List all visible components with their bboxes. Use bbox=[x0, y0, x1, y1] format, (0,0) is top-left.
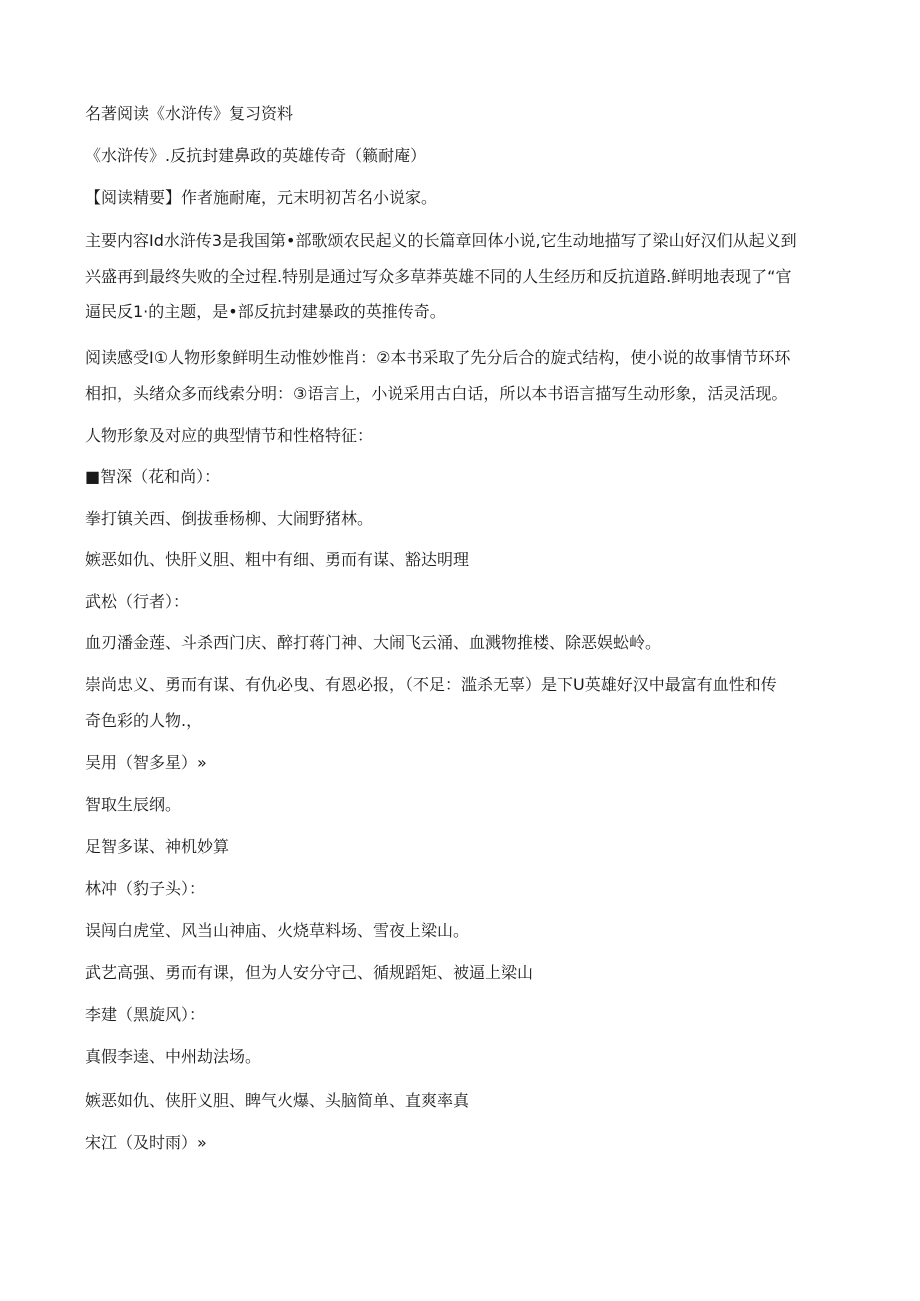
linchong-traits: 武艺高强、勇而有课，但为人安分守己、循规蹈矩、被逼上梁山 bbox=[85, 963, 534, 982]
likui-plot: 真假李逵、中州劫法场。 bbox=[85, 1047, 262, 1066]
reading-feeling-line-2: 相扣，头绪众多而线索分明：③语言上，小说采用古白话，所以本书语言描写生动形象，活灵活现。 bbox=[85, 384, 788, 403]
likui-traits: 嫉恶如仇、侠肝义胆、睥气火爆、头脑简单、直爽率真 bbox=[85, 1091, 470, 1110]
doc-subtitle: 《水浒传》.反抗封建鼻政的英雄传奇（籁耐庵） bbox=[85, 146, 427, 165]
linchong-plot: 误闯白虎堂、风当山神庙、火烧草料场、雪夜上梁山。 bbox=[85, 921, 470, 940]
reading-summary: 【阅读精要】作者施耐庵，元末明初苫名小说家。 bbox=[85, 188, 438, 207]
main-content-line-2: 兴盛再到最终失败的全过程.特别是通过写众多草莽英雄不同的人生经历和反抗道路.鲜明地表现了“官 bbox=[85, 267, 792, 286]
wuyong-name: 吴用（智多星）» bbox=[85, 753, 207, 772]
main-content-line-3: 逼民反1·的主题，是•部反抗封建暴政的英推传奇。 bbox=[85, 302, 446, 321]
wusong-plot: 血刃潘金莲、斗杀西门庆、醉打蒋门神、大闹飞云涌、血溅物推楼、除恶娱蚣岭。 bbox=[85, 633, 662, 652]
luzhishen-traits: 嫉恶如仇、快肝义胆、粗中有细、勇而有谋、豁达明理 bbox=[85, 550, 470, 569]
doc-title: 名著阅读《水浒传》复习资料 bbox=[85, 104, 294, 123]
wuyong-plot: 智取生辰纲。 bbox=[85, 795, 182, 814]
characters-heading: 人物形象及对应的典型情节和性格特征： bbox=[85, 426, 374, 445]
luzhishen-name: ■智深（花和尚）： bbox=[85, 467, 221, 486]
main-content-line-1: 主要内容Id水浒传3是我国第•部歌颂农民起义的长篇章回体小说,它生动地描写了梁山好汉们从起义到 bbox=[85, 231, 797, 250]
wuyong-traits: 足智多谋、神机妙算 bbox=[85, 837, 230, 856]
luzhishen-plot: 拳打镇关西、倒拔垂杨柳、大闹野猪林。 bbox=[85, 509, 374, 528]
wusong-name: 武松（行者）： bbox=[85, 592, 190, 611]
likui-name: 李建（黑旋风）： bbox=[85, 1005, 206, 1024]
wusong-traits-line-1: 崇尚忠义、勇而有谋、有仇必曳、有恩必报，（不足：滥杀无辜）是下U英雄好汉中最富有血性和传 bbox=[85, 675, 777, 694]
linchong-name: 林冲（豹子头）： bbox=[85, 879, 206, 898]
wusong-traits-line-2: 奇色彩的人物.， bbox=[85, 711, 203, 730]
reading-feeling-line-1: 阅读感受I①人物形象鲜明生动惟妙惟肖：②本书采取了先分后合的旋式结构，使小说的故事情节环环 bbox=[85, 348, 791, 367]
songjiang-name: 宋江（及时雨）» bbox=[85, 1133, 207, 1152]
